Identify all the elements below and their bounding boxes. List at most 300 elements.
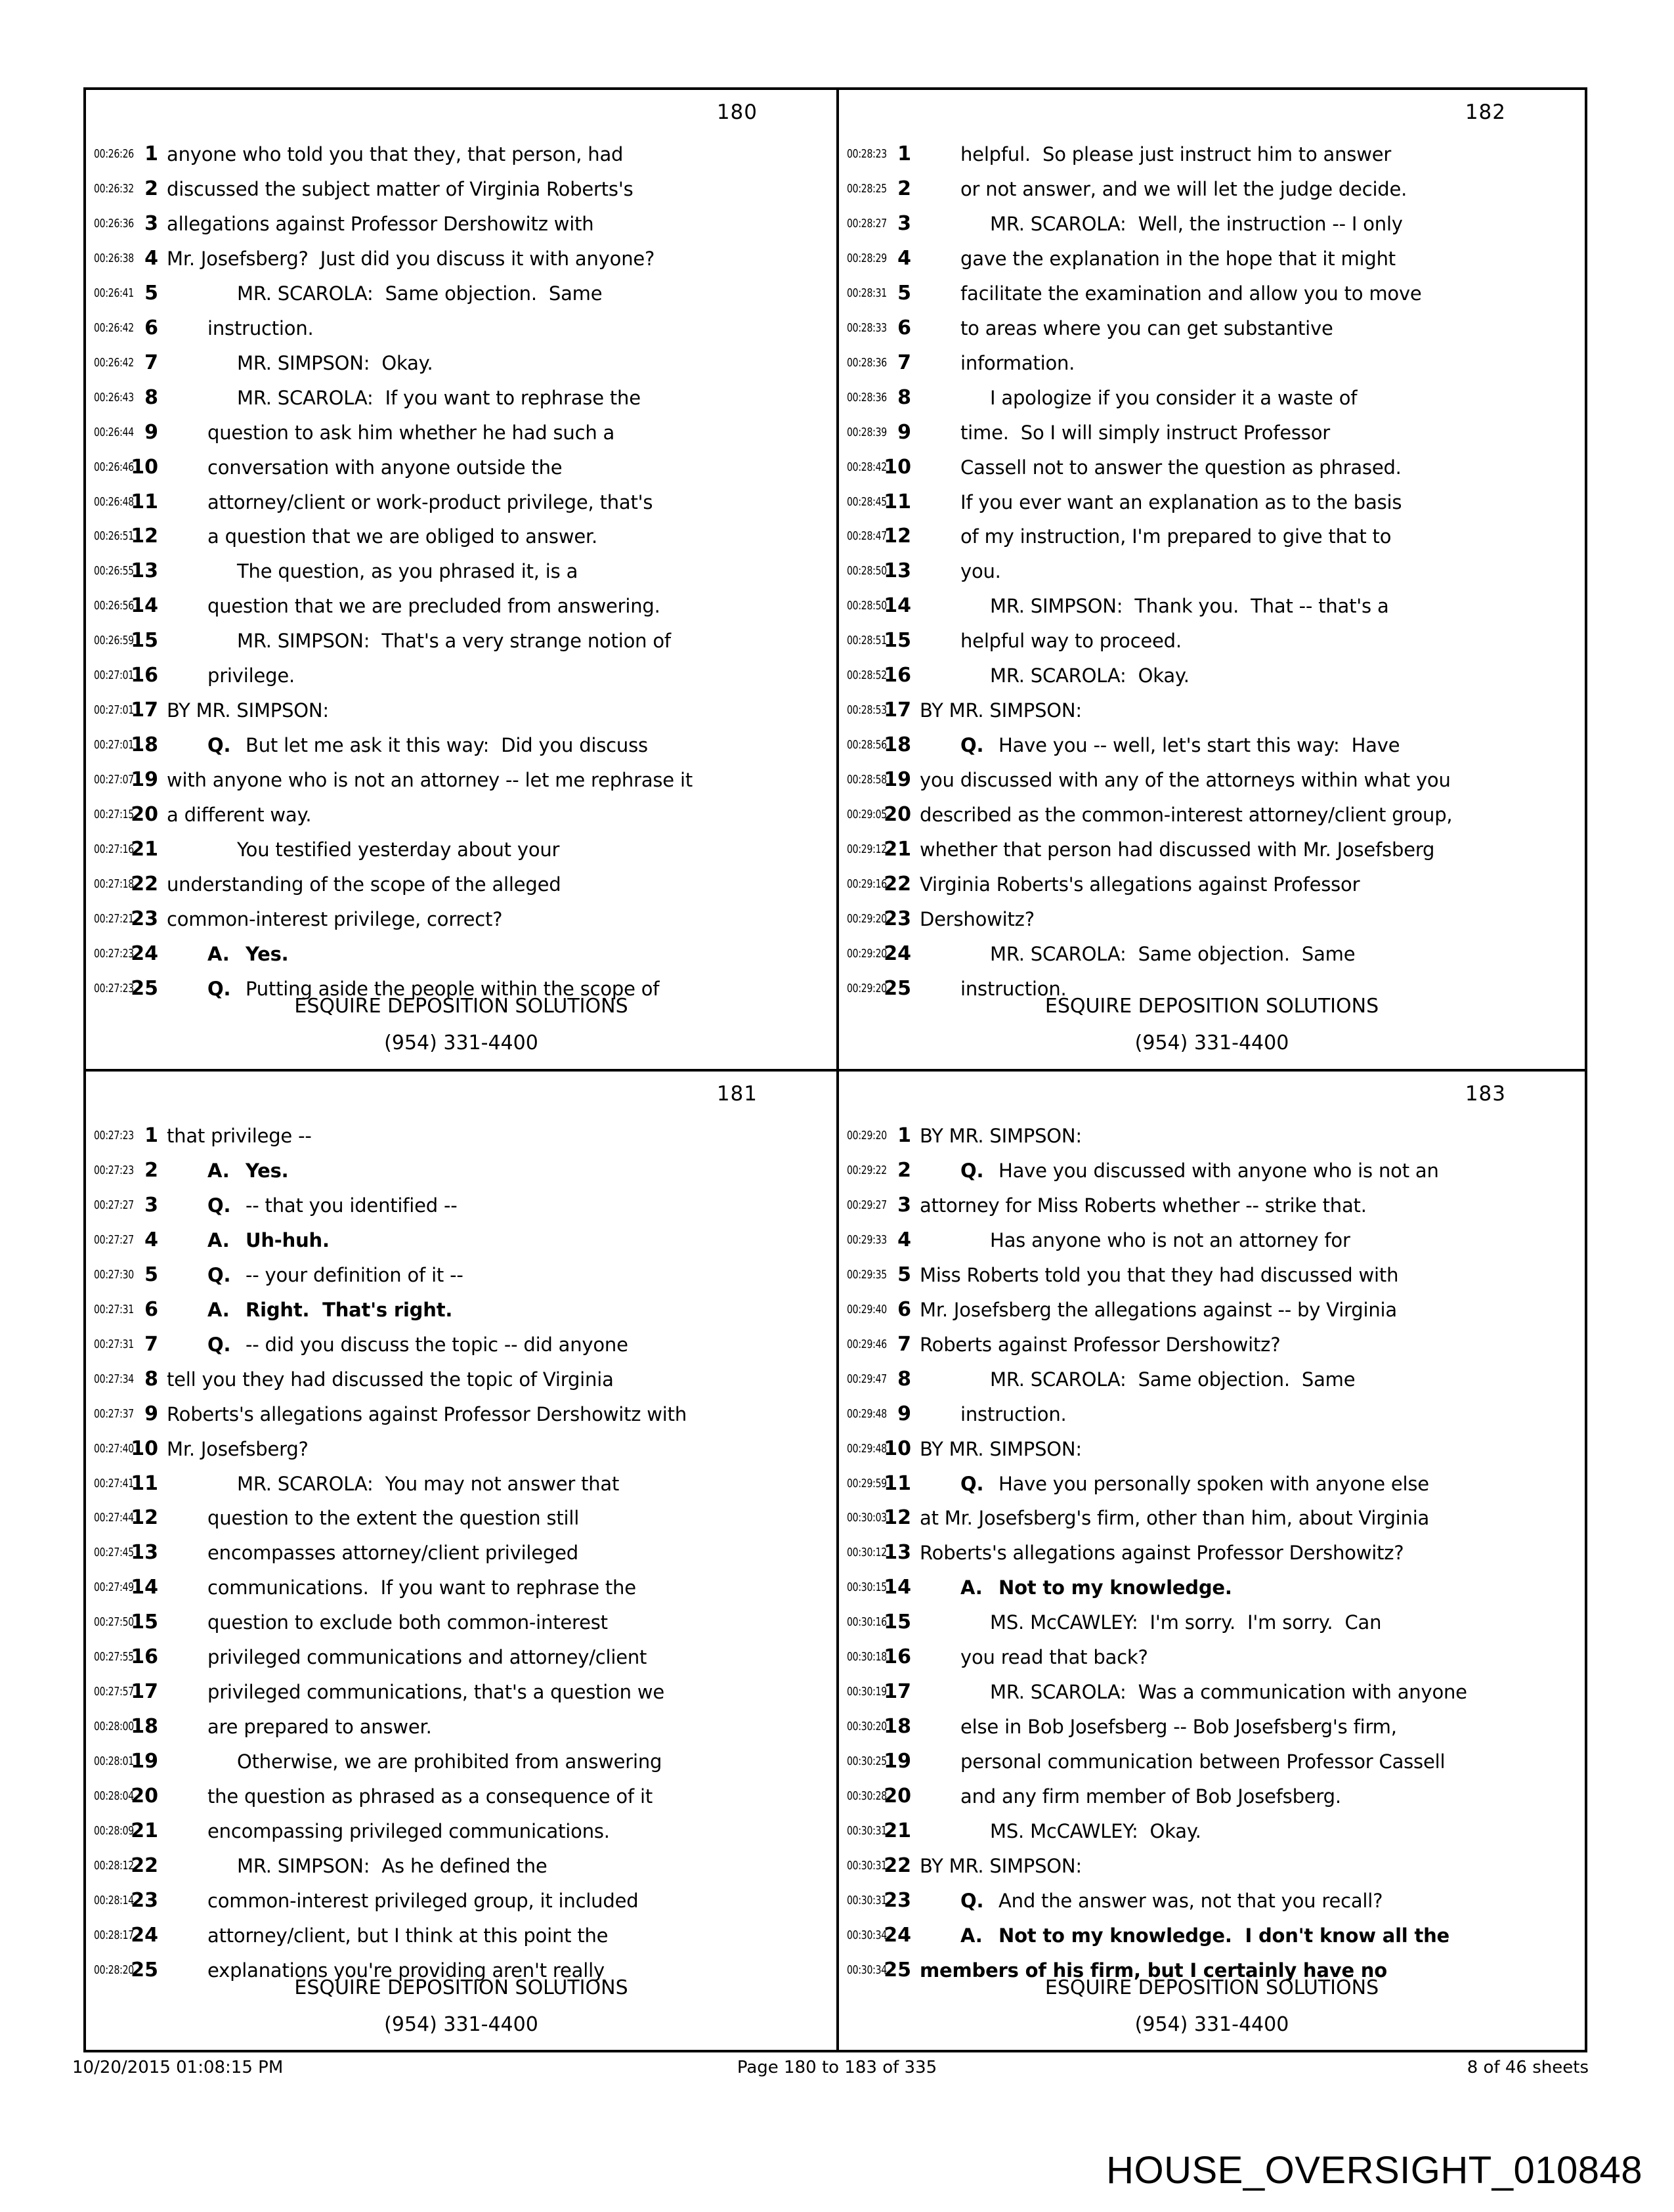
timestamp: 00:29:48 bbox=[847, 1407, 887, 1421]
line-number: 19 bbox=[884, 1750, 911, 1773]
line-number: 15 bbox=[884, 629, 911, 653]
line-number: 19 bbox=[131, 1750, 158, 1773]
transcript-line bbox=[86, 589, 836, 624]
timestamp: 00:29:59 bbox=[847, 1477, 887, 1490]
line-text bbox=[920, 693, 1581, 728]
line-text-content: time. So I will simply instruct Professor bbox=[960, 421, 1330, 444]
timestamp: 00:26:38 bbox=[94, 251, 134, 265]
line-number: 11 bbox=[131, 1471, 158, 1495]
line-text bbox=[167, 207, 832, 242]
timestamp: 00:27:23 bbox=[94, 1129, 134, 1142]
line-text bbox=[167, 1119, 832, 1154]
line-text bbox=[920, 276, 1581, 311]
vendor-name: ESQUIRE DEPOSITION SOLUTIONS bbox=[1044, 995, 1379, 1018]
transcript-line bbox=[86, 207, 836, 242]
vendor-phone: (954) 331-4400 bbox=[1134, 1031, 1289, 1054]
transcript-line bbox=[86, 1919, 836, 1953]
line-text-content: MS. McCAWLEY: I'm sorry. I'm sorry. Can bbox=[990, 1611, 1382, 1634]
line-number: 18 bbox=[131, 1715, 158, 1739]
line-text bbox=[920, 1605, 1581, 1640]
line-text bbox=[167, 1501, 832, 1536]
line-text-content: Putting aside the people within the scope of bbox=[246, 977, 660, 1000]
transcript-line bbox=[86, 937, 836, 972]
line-number: 2 bbox=[897, 1158, 911, 1182]
line-text-content: understanding of the scope of the alleged bbox=[167, 873, 561, 896]
timestamp: 00:27:34 bbox=[94, 1372, 134, 1386]
transcript-line bbox=[86, 416, 836, 450]
line-number: 22 bbox=[131, 1854, 158, 1878]
line-text bbox=[920, 346, 1581, 381]
qa-label: Q. bbox=[960, 1889, 984, 1912]
line-text-content: Miss Roberts told you that they had discussed with bbox=[920, 1263, 1399, 1286]
transcript-line bbox=[839, 1710, 1585, 1745]
line-number: 13 bbox=[884, 1541, 911, 1565]
timestamp: 00:27:01 bbox=[94, 739, 134, 752]
timestamp: 00:29:47 bbox=[847, 1372, 887, 1386]
timestamp: 00:30:12 bbox=[847, 1546, 887, 1560]
line-number: 10 bbox=[884, 455, 911, 479]
line-number: 16 bbox=[131, 1645, 158, 1669]
line-text-content: attorney/client, but I think at this point the bbox=[207, 1924, 609, 1947]
transcript-line bbox=[839, 1605, 1585, 1640]
line-text bbox=[167, 867, 832, 902]
line-text bbox=[167, 1884, 832, 1919]
line-number: 8 bbox=[897, 385, 911, 409]
transcript-line bbox=[839, 1849, 1585, 1884]
line-text-content: attorney/client or work-product privilege, that's bbox=[207, 490, 653, 513]
timestamp: 00:26:26 bbox=[94, 148, 134, 161]
timestamp: 00:29:33 bbox=[847, 1233, 887, 1247]
line-number: 4 bbox=[897, 1228, 911, 1251]
line-number: 9 bbox=[144, 1402, 158, 1425]
transcript-line bbox=[86, 1188, 836, 1223]
bates-number: HOUSE_OVERSIGHT_010848 bbox=[1106, 2149, 1642, 2192]
transcript-line bbox=[86, 242, 836, 276]
line-text-content: that privilege -- bbox=[167, 1125, 312, 1147]
line-number: 4 bbox=[144, 1228, 158, 1251]
transcript-line bbox=[839, 589, 1585, 624]
timestamp: 00:29:16 bbox=[847, 878, 887, 892]
line-text-content: question to ask him whether he had such a bbox=[207, 421, 615, 444]
line-text bbox=[920, 902, 1581, 937]
line-text-content: tell you they had discussed the topic of Virginia bbox=[167, 1368, 614, 1391]
line-text bbox=[920, 172, 1581, 207]
line-text bbox=[920, 728, 1581, 763]
line-text bbox=[167, 485, 832, 520]
timestamp: 00:28:04 bbox=[94, 1790, 134, 1804]
line-number: 7 bbox=[144, 1332, 158, 1356]
transcript-line bbox=[86, 1432, 836, 1467]
line-text bbox=[167, 1432, 832, 1467]
line-number: 14 bbox=[884, 594, 911, 618]
line-number: 9 bbox=[897, 1402, 911, 1425]
line-number: 24 bbox=[131, 1923, 158, 1947]
transcript-line bbox=[86, 1258, 836, 1293]
line-text bbox=[920, 589, 1581, 624]
line-text-content: MS. McCAWLEY: Okay. bbox=[990, 1820, 1201, 1843]
line-number: 24 bbox=[131, 942, 158, 965]
line-text-content: Have you -- well, let's start this way: Have bbox=[998, 734, 1400, 757]
line-text bbox=[920, 1640, 1581, 1675]
timestamp: 00:29:27 bbox=[847, 1198, 887, 1212]
timestamp: 00:26:42 bbox=[94, 356, 134, 370]
line-text bbox=[920, 1188, 1581, 1223]
line-text-content: MR. SCAROLA: Well, the instruction -- I only bbox=[990, 212, 1403, 235]
transcript-line bbox=[839, 833, 1585, 867]
transcript-line bbox=[839, 1328, 1585, 1362]
line-text-content: The question, as you phrased it, is a bbox=[237, 560, 578, 583]
line-number: 9 bbox=[144, 420, 158, 444]
line-text-content: anyone who told you that they, that person, had bbox=[167, 143, 624, 165]
line-text-content: MR. SCAROLA: Same objection. Same bbox=[990, 1368, 1356, 1391]
timestamp: 00:28:50 bbox=[847, 599, 887, 613]
transcript-page-182 bbox=[839, 90, 1585, 1072]
transcript-line bbox=[839, 381, 1585, 416]
transcript-line bbox=[86, 1397, 836, 1432]
line-text bbox=[167, 624, 832, 659]
line-text-content: allegations against Professor Dershowitz with bbox=[167, 212, 594, 235]
line-text bbox=[167, 1397, 832, 1432]
line-text-content: encompassing privileged communications. bbox=[207, 1820, 610, 1843]
transcript-line bbox=[839, 902, 1585, 937]
line-text bbox=[920, 937, 1581, 972]
transcript-line bbox=[839, 1675, 1585, 1710]
line-text bbox=[167, 137, 832, 172]
line-text bbox=[167, 1188, 832, 1223]
timestamp: 00:28:29 bbox=[847, 251, 887, 265]
line-number: 17 bbox=[131, 699, 158, 722]
line-text-content: instruction. bbox=[960, 1402, 1067, 1425]
transcript-line bbox=[86, 311, 836, 346]
line-text-content: instruction. bbox=[960, 977, 1067, 1000]
timestamp: 00:30:15 bbox=[847, 1581, 887, 1595]
line-text-content: Have you personally spoken with anyone else bbox=[998, 1472, 1429, 1495]
timestamp: 00:28:36 bbox=[847, 356, 887, 370]
line-number: 2 bbox=[144, 177, 158, 200]
line-text-content: Otherwise, we are prohibited from answering bbox=[237, 1750, 662, 1773]
line-text bbox=[920, 1745, 1581, 1779]
transcript-line bbox=[839, 937, 1585, 972]
line-number: 1 bbox=[144, 1124, 158, 1147]
transcript-line bbox=[839, 1293, 1585, 1328]
timestamp: 00:26:44 bbox=[94, 425, 134, 439]
timestamp: 00:30:16 bbox=[847, 1616, 887, 1630]
line-text bbox=[167, 346, 832, 381]
line-text bbox=[167, 1640, 832, 1675]
line-text bbox=[920, 1223, 1581, 1258]
line-text-content: Yes. bbox=[246, 1159, 289, 1182]
line-number: 5 bbox=[897, 1263, 911, 1286]
transcript-line bbox=[839, 1919, 1585, 1953]
line-number: 19 bbox=[131, 768, 158, 792]
transcript-line bbox=[839, 485, 1585, 520]
transcript-line bbox=[839, 1467, 1585, 1502]
page-number: 182 bbox=[1465, 100, 1506, 124]
transcript-line bbox=[86, 1884, 836, 1919]
timestamp: 00:28:12 bbox=[94, 1859, 134, 1873]
line-text-content: -- that you identified -- bbox=[246, 1194, 458, 1217]
line-text-content: Dershowitz? bbox=[920, 907, 1035, 930]
line-number: 12 bbox=[884, 1506, 911, 1530]
line-number: 9 bbox=[897, 420, 911, 444]
line-text bbox=[920, 624, 1581, 659]
transcript-line bbox=[86, 763, 836, 798]
line-number: 23 bbox=[131, 907, 158, 930]
line-text bbox=[920, 659, 1581, 693]
line-number: 6 bbox=[897, 316, 911, 339]
line-number: 13 bbox=[131, 559, 158, 583]
line-text bbox=[167, 1605, 832, 1640]
qa-label: Q. bbox=[207, 977, 231, 1000]
transcript-line bbox=[839, 763, 1585, 798]
line-number: 8 bbox=[144, 385, 158, 409]
timestamp: 00:28:31 bbox=[847, 286, 887, 300]
line-text-content: MR. SCAROLA: Same objection. Same bbox=[237, 282, 603, 305]
line-number: 5 bbox=[897, 281, 911, 305]
footer-page-range: Page 180 to 183 of 335 bbox=[737, 2058, 937, 2077]
line-number: 23 bbox=[884, 1888, 911, 1912]
line-number: 4 bbox=[144, 246, 158, 270]
line-text-content: members of his firm, but I certainly have no bbox=[920, 1959, 1387, 1982]
timestamp: 00:29:48 bbox=[847, 1442, 887, 1456]
line-text bbox=[167, 659, 832, 693]
transcript-page-181 bbox=[86, 1072, 839, 2050]
timestamp: 00:27:31 bbox=[94, 1303, 134, 1316]
timestamp: 00:27:41 bbox=[94, 1477, 134, 1490]
line-number: 11 bbox=[131, 490, 158, 513]
line-text-content: MR. SIMPSON: Thank you. That -- that's a bbox=[990, 595, 1389, 618]
timestamp: 00:28:33 bbox=[847, 321, 887, 335]
line-number: 7 bbox=[144, 351, 158, 374]
transcript-line bbox=[86, 1814, 836, 1849]
timestamp: 00:27:15 bbox=[94, 808, 134, 822]
transcript-line bbox=[86, 1536, 836, 1571]
transcript-grid bbox=[83, 87, 1587, 2052]
timestamp: 00:28:53 bbox=[847, 704, 887, 718]
line-text bbox=[167, 693, 832, 728]
line-number: 25 bbox=[884, 1958, 911, 1982]
timestamp: 00:26:42 bbox=[94, 321, 134, 335]
line-text bbox=[920, 1432, 1581, 1467]
line-text-content: Uh-huh. bbox=[246, 1228, 330, 1251]
timestamp: 00:30:28 bbox=[847, 1790, 887, 1804]
transcript-line bbox=[839, 693, 1585, 728]
timestamp: 00:26:32 bbox=[94, 182, 134, 196]
timestamp: 00:27:23 bbox=[94, 982, 134, 995]
timestamp: 00:30:03 bbox=[847, 1511, 887, 1525]
transcript-line bbox=[86, 1501, 836, 1536]
transcript-line bbox=[839, 554, 1585, 589]
timestamp: 00:30:31 bbox=[847, 1894, 887, 1907]
line-text bbox=[167, 833, 832, 867]
transcript-line bbox=[839, 728, 1585, 763]
line-text bbox=[920, 416, 1581, 450]
line-number: 13 bbox=[131, 1541, 158, 1565]
transcript-page-183 bbox=[839, 1072, 1585, 2050]
timestamp: 00:26:55 bbox=[94, 565, 134, 578]
timestamp: 00:27:45 bbox=[94, 1546, 134, 1560]
line-number: 15 bbox=[131, 1611, 158, 1634]
line-text-content: else in Bob Josefsberg -- Bob Josefsberg's firm, bbox=[960, 1716, 1397, 1739]
line-text bbox=[920, 207, 1581, 242]
transcript-line bbox=[839, 1501, 1585, 1536]
line-text-content: Roberts's allegations against Professor Dershowitz with bbox=[167, 1402, 687, 1425]
transcript-line bbox=[839, 1536, 1585, 1571]
timestamp: 00:28:39 bbox=[847, 425, 887, 439]
timestamp: 00:28:42 bbox=[847, 460, 887, 474]
line-number: 24 bbox=[884, 942, 911, 965]
line-number: 22 bbox=[884, 873, 911, 896]
line-text bbox=[920, 867, 1581, 902]
line-text-content: question that we are precluded from answering. bbox=[207, 595, 660, 618]
transcript-line bbox=[839, 1745, 1585, 1779]
line-text bbox=[167, 416, 832, 450]
line-text-content: question to the extent the question still bbox=[207, 1507, 580, 1530]
timestamp: 00:27:57 bbox=[94, 1685, 134, 1699]
page-number: 183 bbox=[1465, 1082, 1506, 1106]
transcript-line bbox=[839, 416, 1585, 450]
line-text bbox=[920, 1328, 1581, 1362]
line-text-content: the question as phrased as a consequence of it bbox=[207, 1785, 653, 1808]
transcript-line bbox=[86, 1640, 836, 1675]
timestamp: 00:26:59 bbox=[94, 634, 134, 648]
line-text bbox=[167, 798, 832, 833]
line-text bbox=[920, 1397, 1581, 1432]
line-text-content: communications. If you want to rephrase the bbox=[207, 1576, 636, 1599]
transcript-line bbox=[86, 902, 836, 937]
line-text bbox=[920, 1119, 1581, 1154]
line-number: 10 bbox=[884, 1437, 911, 1460]
timestamp: 00:30:20 bbox=[847, 1720, 887, 1734]
line-text bbox=[920, 1571, 1581, 1605]
line-number: 12 bbox=[131, 1506, 158, 1530]
line-text-content: Roberts against Professor Dershowitz? bbox=[920, 1333, 1281, 1356]
timestamp: 00:30:34 bbox=[847, 1928, 887, 1942]
line-text bbox=[920, 1884, 1581, 1919]
transcript-line bbox=[86, 554, 836, 589]
line-text-content: facilitate the examination and allow you to move bbox=[960, 282, 1422, 305]
line-text bbox=[920, 242, 1581, 276]
line-text bbox=[167, 1328, 832, 1362]
line-number: 22 bbox=[131, 873, 158, 896]
line-number: 1 bbox=[897, 142, 911, 165]
line-text-content: privileged communications, that's a question we bbox=[207, 1681, 665, 1704]
qa-label: Q. bbox=[960, 1159, 984, 1182]
line-number: 16 bbox=[131, 664, 158, 687]
line-text-content: -- your definition of it -- bbox=[246, 1263, 463, 1286]
line-text bbox=[167, 1779, 832, 1814]
line-text-content: a different way. bbox=[167, 804, 312, 827]
line-text-content: MR. SIMPSON: As he defined the bbox=[237, 1855, 547, 1878]
line-number: 3 bbox=[144, 1193, 158, 1217]
line-text-content: helpful. So please just instruct him to answer bbox=[960, 143, 1392, 165]
transcript-line bbox=[86, 346, 836, 381]
line-text-content: BY MR. SIMPSON: bbox=[920, 1855, 1082, 1878]
timestamp: 00:26:48 bbox=[94, 495, 134, 509]
timestamp: 00:27:50 bbox=[94, 1616, 134, 1630]
line-number: 20 bbox=[131, 1785, 158, 1808]
timestamp: 00:30:31 bbox=[847, 1825, 887, 1838]
line-text-content: described as the common-interest attorney/client group, bbox=[920, 804, 1453, 827]
line-text bbox=[167, 1223, 832, 1258]
line-text-content: Mr. Josefsberg the allegations against -- by Virginia bbox=[920, 1298, 1397, 1321]
line-text bbox=[920, 485, 1581, 520]
timestamp: 00:26:41 bbox=[94, 286, 134, 300]
transcript-line bbox=[839, 172, 1585, 207]
line-number: 25 bbox=[884, 976, 911, 1000]
timestamp: 00:26:51 bbox=[94, 530, 134, 544]
line-number: 17 bbox=[884, 699, 911, 722]
timestamp: 00:27:27 bbox=[94, 1198, 134, 1212]
line-text-content: Cassell not to answer the question as phrased. bbox=[960, 456, 1402, 479]
timestamp: 00:30:31 bbox=[847, 1859, 887, 1873]
line-number: 12 bbox=[131, 525, 158, 548]
timestamp: 00:30:19 bbox=[847, 1685, 887, 1699]
timestamp: 00:27:40 bbox=[94, 1442, 134, 1456]
line-text bbox=[167, 1571, 832, 1605]
line-text-content: MR. SIMPSON: Okay. bbox=[237, 351, 433, 374]
transcript-line bbox=[86, 728, 836, 763]
line-text-content: And the answer was, not that you recall? bbox=[998, 1889, 1383, 1912]
line-number: 5 bbox=[144, 1263, 158, 1286]
line-text-content: explanations you're providing aren't really bbox=[207, 1959, 605, 1982]
timestamp: 00:26:43 bbox=[94, 391, 134, 404]
line-number: 17 bbox=[884, 1680, 911, 1704]
line-number: 21 bbox=[131, 1819, 158, 1843]
transcript-line bbox=[839, 242, 1585, 276]
vendor-name: ESQUIRE DEPOSITION SOLUTIONS bbox=[1044, 1976, 1379, 1999]
transcript-line bbox=[839, 1397, 1585, 1432]
line-text bbox=[920, 1154, 1581, 1188]
line-text-content: Virginia Roberts's allegations against Professor bbox=[920, 873, 1360, 896]
qa-label: Q. bbox=[207, 1194, 231, 1217]
line-text bbox=[167, 1675, 832, 1710]
line-text-content: MR. SCAROLA: Was a communication with anyone bbox=[990, 1681, 1467, 1704]
timestamp: 00:29:20 bbox=[847, 912, 887, 926]
transcript-line bbox=[86, 1362, 836, 1397]
transcript-lines bbox=[86, 1119, 836, 1988]
line-text bbox=[167, 763, 832, 798]
timestamp: 00:27:01 bbox=[94, 704, 134, 718]
vendor-name: ESQUIRE DEPOSITION SOLUTIONS bbox=[294, 1976, 628, 1999]
timestamp: 00:28:00 bbox=[94, 1720, 134, 1734]
vendor-phone: (954) 331-4400 bbox=[1134, 2013, 1289, 2036]
transcript-line bbox=[839, 137, 1585, 172]
transcript-line bbox=[86, 381, 836, 416]
timestamp: 00:27:44 bbox=[94, 1511, 134, 1525]
line-text-content: Mr. Josefsberg? Just did you discuss it with anyone? bbox=[167, 247, 655, 270]
line-text-content: with anyone who is not an attorney -- let me rephrase it bbox=[167, 769, 693, 792]
line-text bbox=[920, 1675, 1581, 1710]
transcript-line bbox=[839, 1154, 1585, 1188]
sheet-footer bbox=[0, 2058, 1674, 2080]
timestamp: 00:28:52 bbox=[847, 669, 887, 683]
timestamp: 00:30:34 bbox=[847, 1963, 887, 1977]
transcript-line bbox=[86, 450, 836, 485]
timestamp: 00:29:35 bbox=[847, 1268, 887, 1282]
vendor-phone: (954) 331-4400 bbox=[384, 2013, 538, 2036]
vendor-phone: (954) 331-4400 bbox=[384, 1031, 538, 1054]
transcript-line bbox=[86, 1605, 836, 1640]
line-text-content: of my instruction, I'm prepared to give that to bbox=[960, 525, 1392, 548]
line-text bbox=[920, 1779, 1581, 1814]
timestamp: 00:26:56 bbox=[94, 599, 134, 613]
line-text bbox=[167, 1258, 832, 1293]
transcript-lines bbox=[839, 1119, 1585, 1988]
line-number: 23 bbox=[131, 1888, 158, 1912]
line-number: 14 bbox=[884, 1576, 911, 1599]
line-text bbox=[167, 1467, 832, 1502]
